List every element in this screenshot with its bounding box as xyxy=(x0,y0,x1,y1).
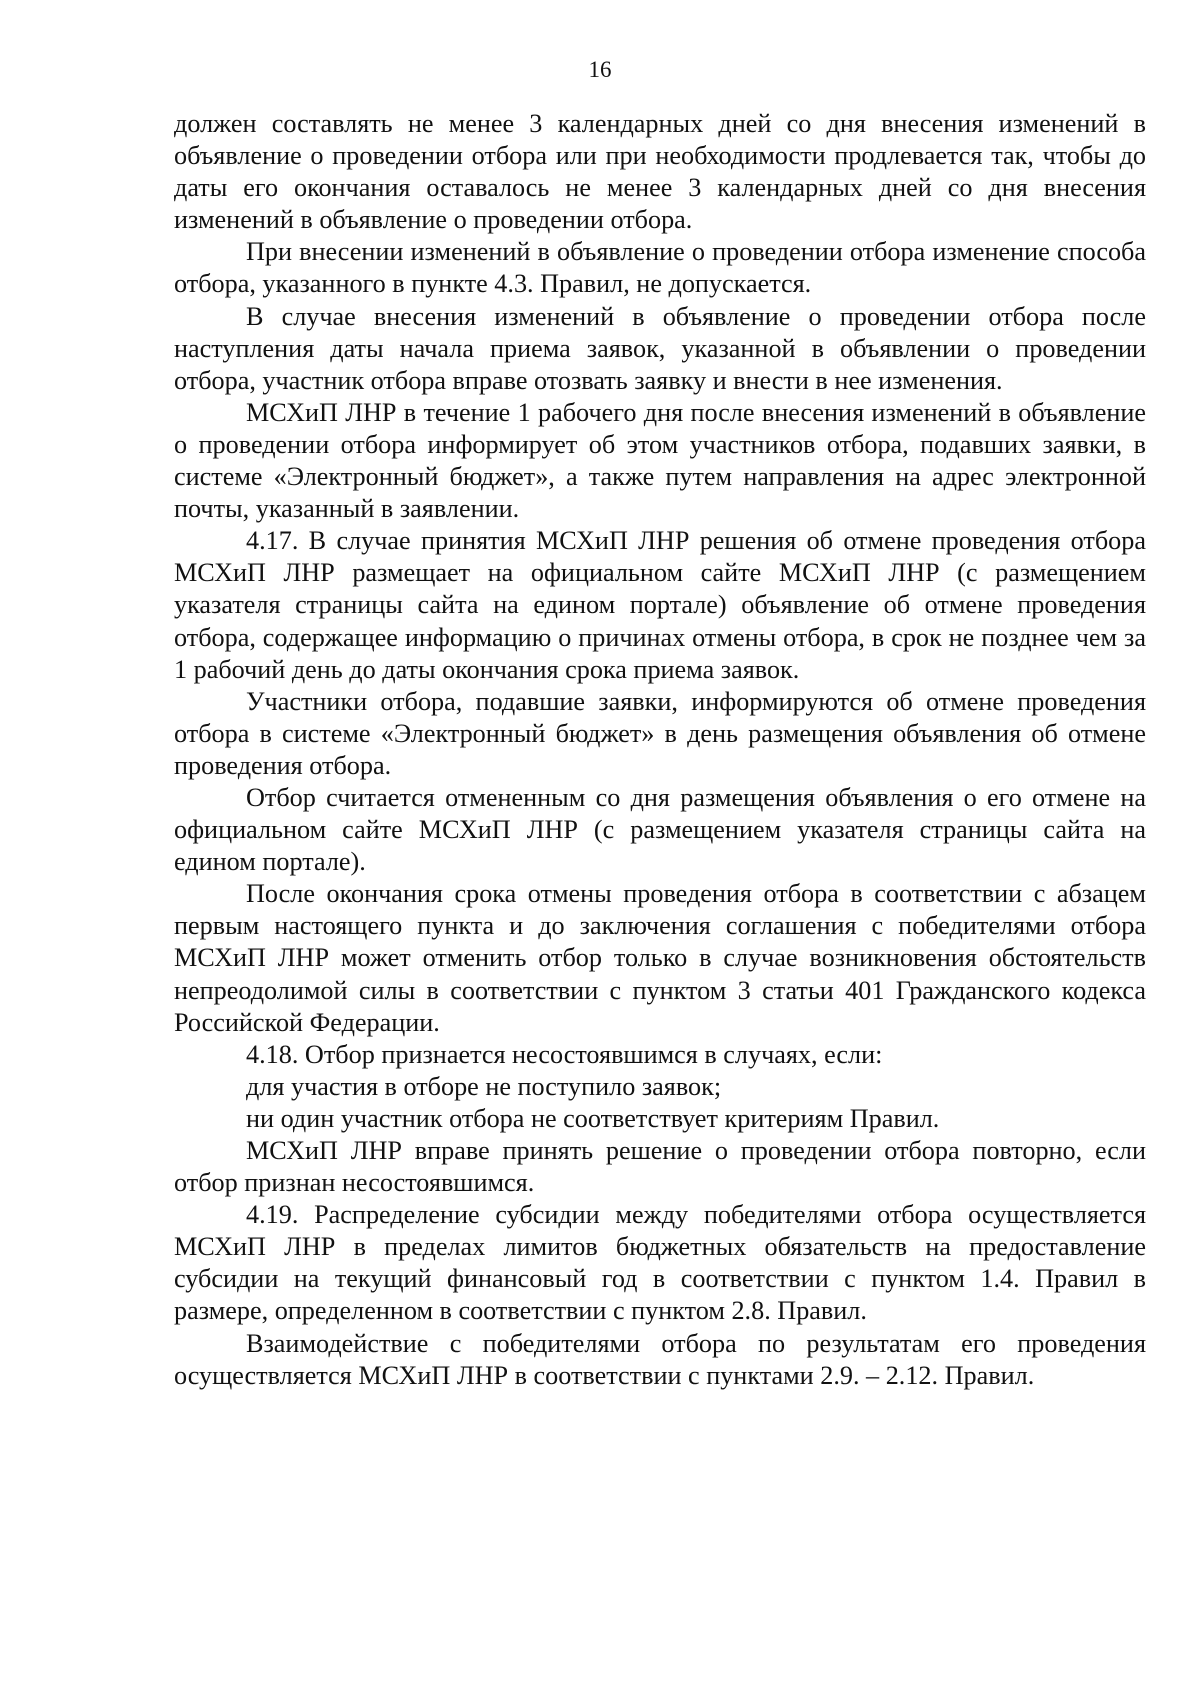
document-body xyxy=(174,108,1146,1392)
paragraph: МСХиП ЛНР вправе принять решение о проведении отбора повторно, если отбор признан несостоявшимся. xyxy=(174,1136,1146,1198)
paragraph-4-18: 4.18. Отбор признается несостоявшимся в случаях, если: xyxy=(246,1039,883,1069)
paragraph-4-19: 4.19. Распределение субсидии между победителями отбора осуществляется МСХиП ЛНР в пределах лимитов бюджетных обязательств на предоставление субсидии на текущий финансовый год в соответствии с пунктом 1.4. Правил в размере, определенном в соответствии с пунктом 2.8. Правил. xyxy=(174,1200,1146,1326)
paragraph-continuation: должен составлять не менее 3 календарных дней со дня внесения изменений в объявление о проведении отбора или при необходимости продлевается так, чтобы до даты его окончания оставалось не менее 3 календарных дней со дня внесения изменений в объявление о проведении отбора. xyxy=(174,109,1146,235)
paragraph: для участия в отборе не поступило заявок; xyxy=(246,1071,722,1101)
paragraph-4-17: 4.17. В случае принятия МСХиП ЛНР решения об отмене проведения отбора МСХиП ЛНР размещает на официальном сайте МСХиП ЛНР (с размещением указателя страницы сайта на едином портале) объявление об отмене проведения отбора, содержащее информацию о причинах отмены отбора, в срок не позднее чем за 1 рабочий день до даты окончания срока приема заявок. xyxy=(174,526,1146,684)
paragraph: МСХиП ЛНР в течение 1 рабочего дня после внесения изменений в объявление о проведении отбора информирует об этом участников отбора, подавших заявки, в системе «Электронный бюджет», а также путем направления на адрес электронной почты, указанный в заявлении. xyxy=(174,397,1146,524)
paragraph: После окончания срока отмены проведения отбора в соответствии с абзацем первым настоящего пункта и до заключения соглашения с победителями отбора МСХиП ЛНР может отменить отбор только в случае возникновения обстоятельств непреодолимой силы в соответствии с пунктом 3 статьи 401 Гражданского кодекса Российской Федерации. xyxy=(174,879,1146,1037)
paragraph: ни один участник отбора не соответствует критериям Правил. xyxy=(246,1103,940,1133)
page-number: 16 xyxy=(588,57,612,82)
paragraph: В случае внесения изменений в объявление о проведении отбора после наступления даты начала приема заявок, указанной в объявлении о проведении отбора, участник отбора вправе отозвать заявку и внести в нее изменения. xyxy=(174,301,1146,395)
paragraph: Взаимодействие с победителями отбора по результатам его проведения осуществляется МСХиП ЛНР в соответствии с пунктами 2.9. – 2.12. Правил. xyxy=(174,1328,1146,1390)
paragraph: Отбор считается отмененным со дня размещения объявления о его отмене на официальном сайте МСХиП ЛНР (с размещением указателя страницы сайта на едином портале). xyxy=(174,782,1146,877)
paragraph: При внесении изменений в объявление о проведении отбора изменение способа отбора, указанного в пункте 4.3. Правил, не допускается. xyxy=(174,237,1146,299)
paragraph: Участники отбора, подавшие заявки, информируются об отмене проведения отбора в системе «Электронный бюджет» в день размещения объявления об отмене проведения отбора. xyxy=(174,686,1146,780)
